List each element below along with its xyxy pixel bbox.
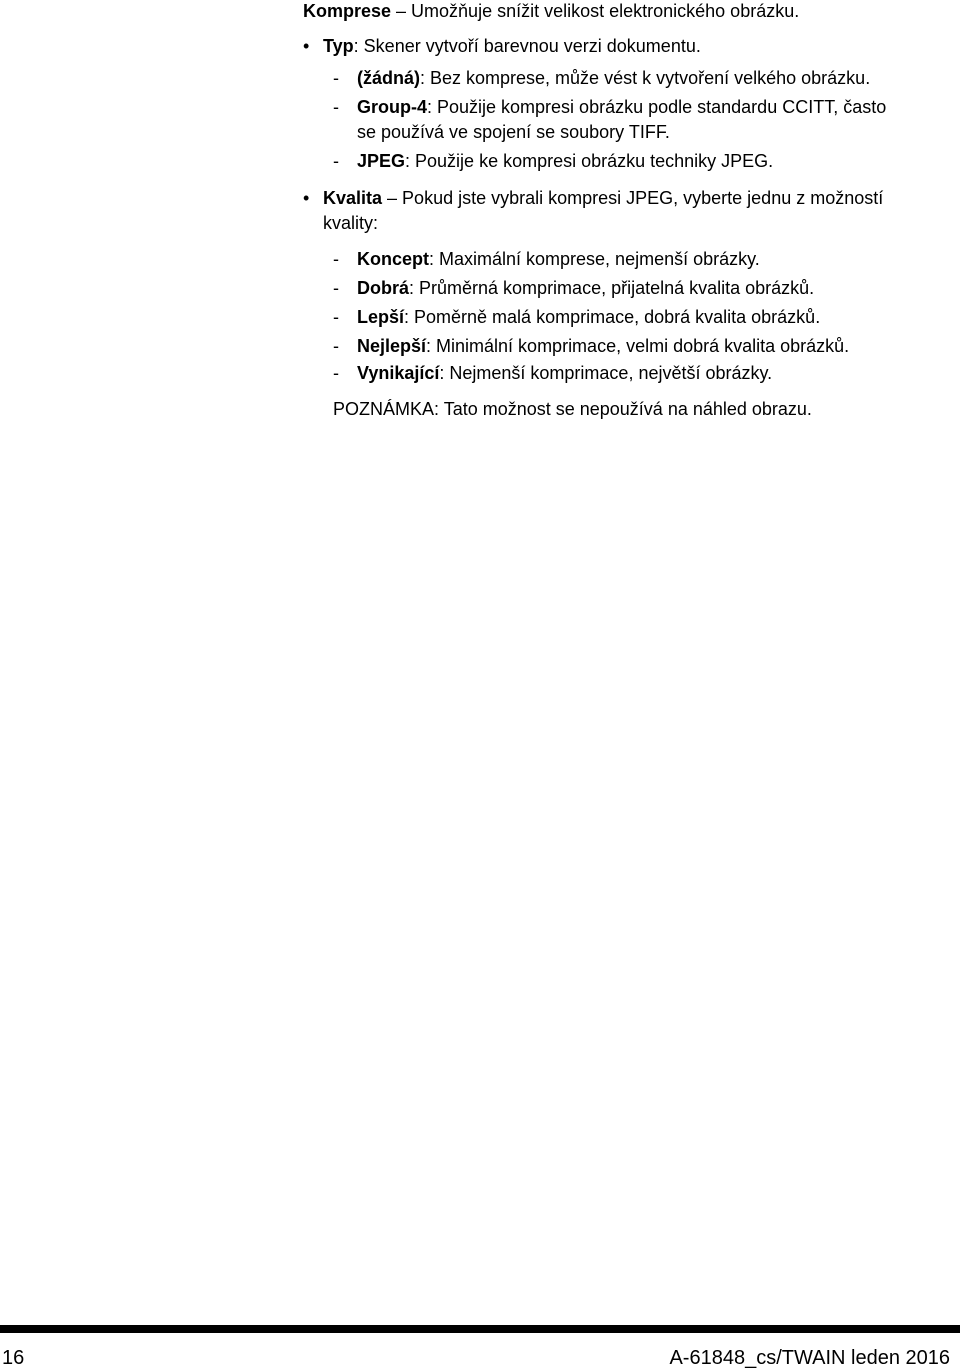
footer-rule bbox=[0, 1325, 960, 1333]
quality-excellent-text: : Nejmenší komprimace, největší obrázky. bbox=[439, 363, 773, 383]
quality-best-term: Nejlepší bbox=[357, 336, 427, 356]
quality-excellent-term: Vynikající bbox=[357, 363, 440, 383]
quality-option-best bbox=[357, 335, 849, 357]
quality-draft-text: : Maximální komprese, nejmenší obrázky. bbox=[429, 249, 760, 269]
option-jpeg-term: JPEG bbox=[357, 151, 406, 171]
quality-option-excellent bbox=[357, 362, 772, 384]
typ-option-group4 bbox=[357, 96, 886, 118]
typ-item bbox=[323, 35, 701, 57]
option-jpeg-text: : Použije ke kompresi obrázku techniky JPEG. bbox=[405, 151, 774, 171]
dash-quality-good: - bbox=[333, 278, 339, 298]
footer-doc-id: A-61848_cs/TWAIN leden 2016 bbox=[669, 1347, 950, 1369]
dash-option-none: - bbox=[333, 68, 339, 88]
page-number: 16 bbox=[2, 1347, 25, 1369]
quality-option-draft bbox=[357, 248, 760, 270]
quality-option-better bbox=[357, 306, 820, 328]
bullet-kvalita: • bbox=[303, 188, 310, 208]
kvalita-description: Pokud jste vybrali kompresi JPEG, vyberte jednu z možností bbox=[402, 188, 884, 208]
kvalita-description-cont: kvality: bbox=[323, 213, 379, 233]
quality-better-term: Lepší bbox=[357, 307, 405, 327]
dash-option-jpeg: - bbox=[333, 151, 339, 171]
typ-option-jpeg bbox=[357, 150, 773, 172]
quality-best-text: : Minimální komprimace, velmi dobrá kvalita obrázků. bbox=[426, 336, 850, 356]
typ-term: Typ bbox=[323, 36, 354, 56]
typ-option-group4-cont: se používá ve spojení se soubory TIFF. bbox=[357, 122, 670, 142]
dash-quality-excellent: - bbox=[333, 363, 339, 383]
kvalita-dash: – bbox=[382, 188, 403, 208]
bullet-typ: • bbox=[303, 36, 310, 56]
option-group4-term: Group-4 bbox=[357, 97, 427, 117]
note-text: POZNÁMKA: Tato možnost se nepoužívá na náhled obrazu. bbox=[333, 399, 812, 419]
dash-quality-better: - bbox=[333, 307, 339, 327]
kvalita-term: Kvalita bbox=[323, 188, 383, 208]
option-group4-text: : Použije kompresi obrázku podle standardu CCITT, často bbox=[427, 97, 887, 117]
compression-dash: – bbox=[391, 1, 412, 21]
compression-heading bbox=[303, 0, 799, 22]
option-none-term: (žádná) bbox=[357, 68, 420, 88]
quality-good-text: : Průměrná komprimace, přijatelná kvalita obrázků. bbox=[409, 278, 815, 298]
dash-quality-draft: - bbox=[333, 249, 339, 269]
quality-draft-term: Koncept bbox=[357, 249, 429, 269]
dash-quality-best: - bbox=[333, 336, 339, 356]
option-none-text: : Bez komprese, může vést k vytvoření velkého obrázku. bbox=[420, 68, 871, 88]
compression-description: Umožňuje snížit velikost elektronického obrázku. bbox=[411, 1, 800, 21]
quality-option-good bbox=[357, 277, 814, 299]
typ-option-none bbox=[357, 67, 870, 89]
compression-term: Komprese bbox=[303, 1, 392, 21]
quality-good-term: Dobrá bbox=[357, 278, 410, 298]
quality-better-text: : Poměrně malá komprimace, dobrá kvalita obrázků. bbox=[404, 307, 821, 327]
dash-option-group4: - bbox=[333, 97, 339, 117]
kvalita-item bbox=[323, 187, 883, 209]
typ-description: : Skener vytvoří barevnou verzi dokumentu. bbox=[353, 36, 701, 56]
